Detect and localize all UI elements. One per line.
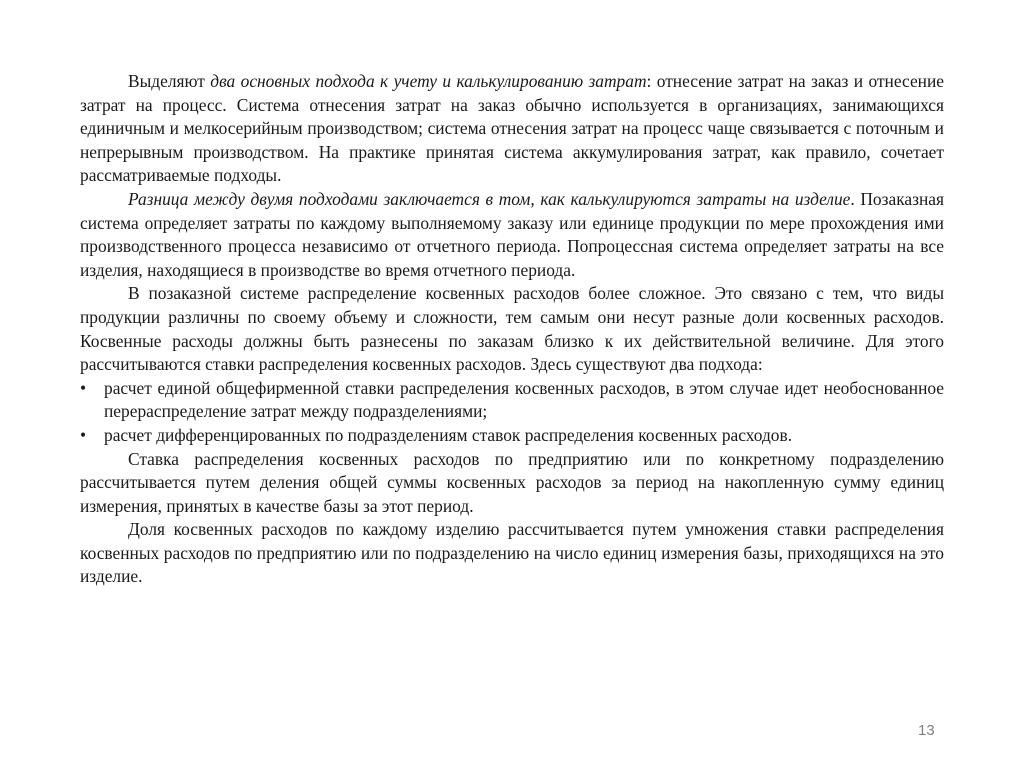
paragraph-lead: Выделяют xyxy=(128,71,211,91)
list-item xyxy=(80,424,944,448)
emphasis-difference: Разница между двумя подходами заключается в том, как калькулируются затраты на изделие xyxy=(128,188,851,209)
paragraph-share: Доля косвенных расходов по каждому изделию рассчитывается путем умножения ставки распределения косвенных расходов по предприятию или по подразделению на число единиц измерения базы, приходящихся на это изделие. xyxy=(80,519,944,587)
bullet-icon: • xyxy=(80,424,87,445)
list-item-text: расчет дифференцированных по подразделениям ставок распределения косвенных расходов. xyxy=(104,424,793,445)
bullet-icon: • xyxy=(80,377,87,398)
paragraph-body: . Позаказная система определяет затраты по каждому выполняемому заказу или единице продукции по мере прохождения ими производственного процесса независимо от отчетного периода. Попроцессная система определяет затраты на все изделия, находящиеся в производстве во время отчетного периода. xyxy=(80,188,944,280)
paragraph-approaches xyxy=(80,70,944,188)
paragraph-rate: Ставка распределения косвенных расходов по предприятию или по конкретному подразделению рассчитывается путем деления общей суммы косвенных расходов за период на накопленную сумму единиц измерения, принятых в качестве базы за этот период. xyxy=(80,448,944,516)
paragraph-difference xyxy=(80,188,944,282)
document-body xyxy=(80,70,944,589)
list-item xyxy=(80,377,944,424)
list-item-text: расчет единой общефирменной ставки распределения косвенных расходов, в этом случае идет необоснованное перераспределение затрат между подразделениями; xyxy=(104,377,944,422)
page-number: 13 xyxy=(918,722,935,739)
paragraph-body: : отнесение затрат на заказ и отнесение затрат на процесс. Система отнесения затрат на заказ обычно используется в организациях, занимающихся единичным и мелкосерийным производством; система отнесения затрат на процесс чаще связывается с поточным и непрерывным производством. На практике принятая система аккумулирования затрат, как правило, сочетает рассматриваемые подходы. xyxy=(80,71,944,186)
paragraph-indirect-costs: В позаказной системе распределение косвенных расходов более сложное. Это связано с тем, что виды продукции различны по своему объему и сложности, тем самым они несут разные доли косвенных расходов. Косвенные расходы должны быть разнесены по заказам близко к их действительной величине. Для этого рассчитываются ставки распределения косвенных расходов. Здесь существуют два подхода: xyxy=(80,283,944,375)
emphasis-two-approaches: два основных подхода к учету и калькулированию затрат xyxy=(210,71,647,91)
approaches-list xyxy=(80,377,944,448)
